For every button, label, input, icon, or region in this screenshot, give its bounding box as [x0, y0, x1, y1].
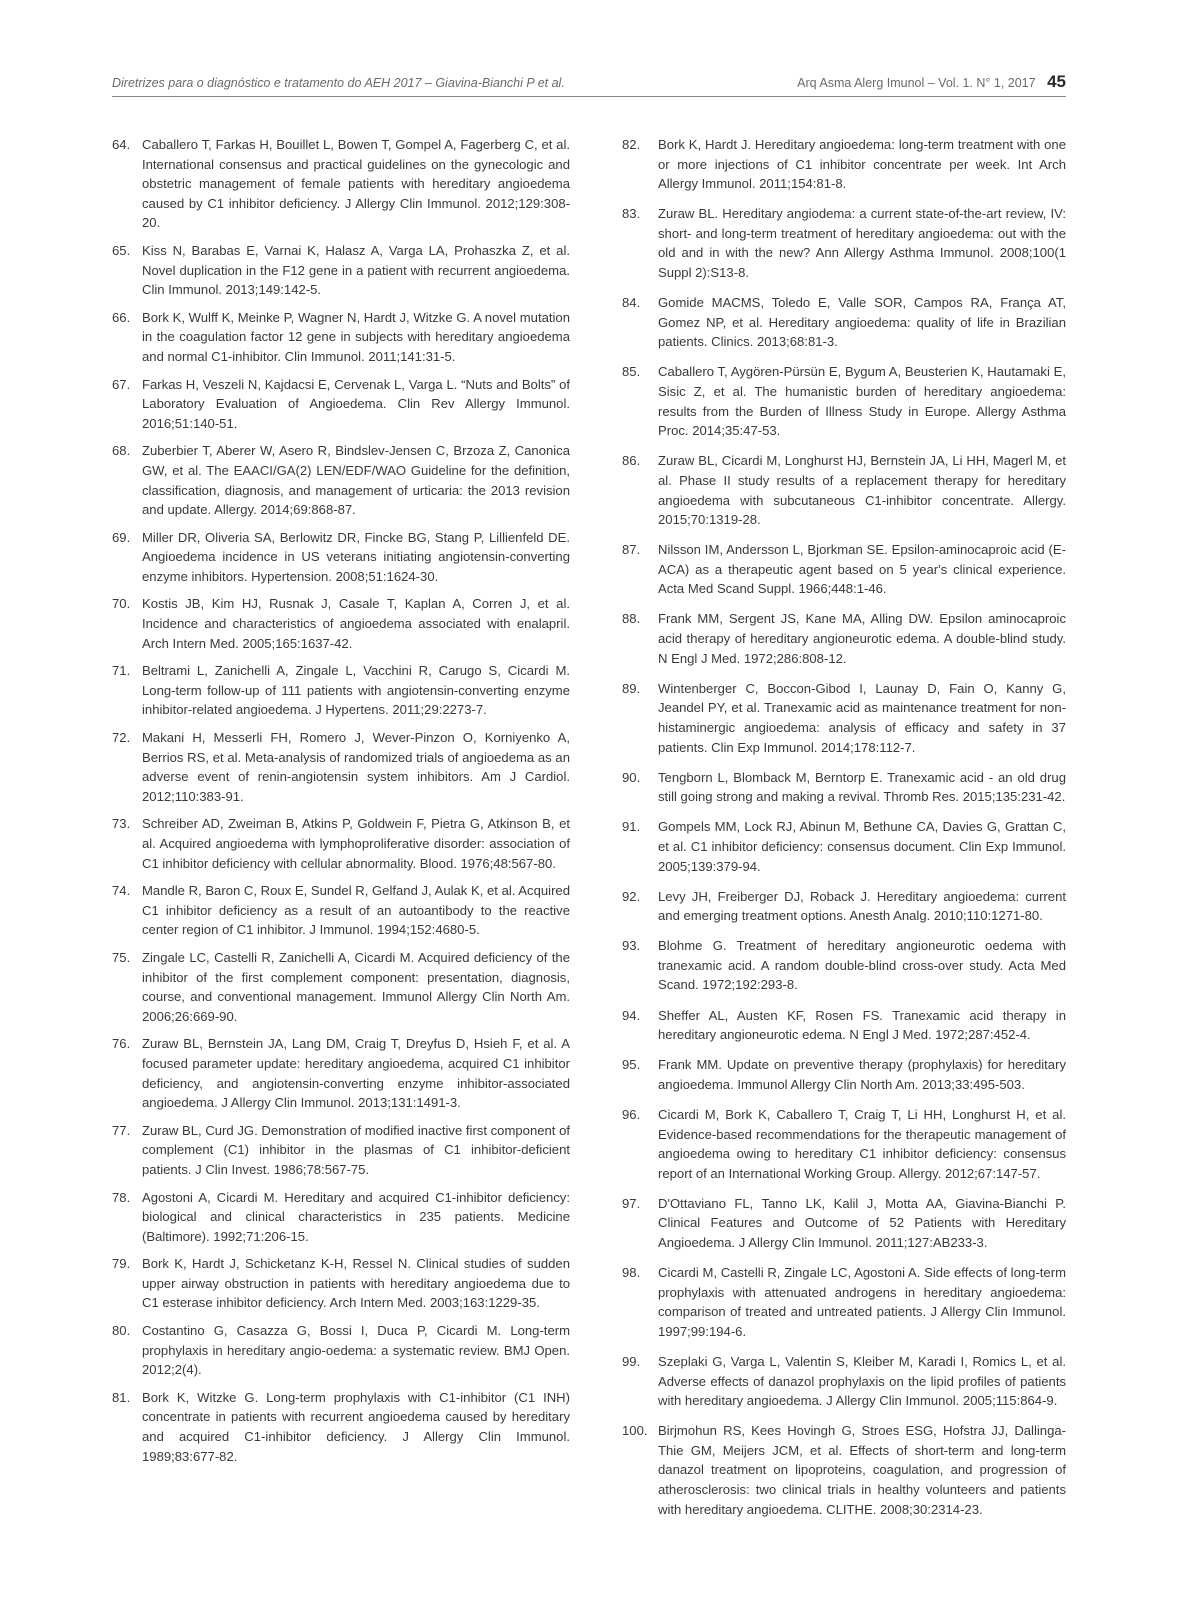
reference-text: Zuberbier T, Aberer W, Asero R, Bindslev-Jensen C, Brzoza Z, Canonica GW, et al. The EAACI/GA(2) LEN/EDF/WAO Guideline for the definition, classification, diagnosis, and management of urticaria: the 2013 revision and update. Allergy. 2014;69:868-87. — [142, 443, 570, 518]
reference-text: Zuraw BL, Curd JG. Demonstration of modified inactive first component of complement (C1) inhibitor in the plasmas of C1 inhibitor-deficient patients. J Clin Invest. 1986;78:567-75. — [142, 1122, 570, 1177]
reference-text: Schreiber AD, Zweiman B, Atkins P, Goldwein F, Pietra G, Atkinson B, et al. Acquired angioedema with lymphoproliferative disorder: association of C1 inhibitor deficiency with cellular abnormality. Blood. 1976;48:567-80. — [142, 816, 570, 871]
reference-text: Zuraw BL, Cicardi M, Longhurst HJ, Bernstein JA, Li HH, Magerl M, et al. Phase II study results of a replacement therapy for hereditary angioedema with subcutaneous C1-inhibitor concentrate. Allergy. 2015;70:1319-28. — [658, 453, 1066, 528]
reference-entry — [622, 1194, 1066, 1253]
reference-number: 99. — [622, 1353, 641, 1369]
reference-entry — [112, 661, 570, 720]
reference-text: Zuraw BL, Bernstein JA, Lang DM, Craig T, Dreyfus D, Hsieh F, et al. A focused parameter update: hereditary angioedema, acquired C1 inhibitor deficiency, and angiotensin-converting enzyme inhibitor-associated angioedema. J Allergy Clin Immunol. 2013;131:1491-3. — [142, 1036, 570, 1111]
reference-number: 77. — [112, 1122, 131, 1138]
reference-text: Nilsson IM, Andersson L, Bjorkman SE. Epsilon-aminocaproic acid (E-ACA) as a therapeutic agent based on 5 year's clinical experience. Acta Med Scand Suppl. 1966;448:1-46. — [658, 542, 1066, 597]
reference-entry — [622, 1263, 1066, 1341]
references-right-column — [622, 135, 1066, 1530]
header-title: Diretrizes para o diagnóstico e tratamento do AEH 2017 – Giavina-Bianchi P et al. — [112, 76, 565, 90]
reference-text: Frank MM, Sergent JS, Kane MA, Alling DW. Epsilon aminocaproic acid therapy of hereditary angioneurotic edema. A double-blind study. N Engl J Med. 1972;286:808-12. — [658, 611, 1066, 666]
reference-number: 67. — [112, 376, 131, 392]
reference-entry — [112, 1254, 570, 1313]
reference-entry — [112, 814, 570, 873]
reference-number: 80. — [112, 1323, 131, 1339]
reference-number: 76. — [112, 1036, 131, 1052]
reference-number: 71. — [112, 663, 131, 679]
reference-number: 93. — [622, 938, 641, 954]
reference-number: 81. — [112, 1389, 131, 1405]
reference-number: 96. — [622, 1106, 641, 1122]
reference-entry — [622, 204, 1066, 282]
reference-number: 100. — [622, 1423, 648, 1439]
reference-entry — [112, 1188, 570, 1247]
reference-text: Kostis JB, Kim HJ, Rusnak J, Casale T, Kaplan A, Corren J, et al. Incidence and characteristics of angioedema associated with enalapril. Arch Intern Med. 2005;165:1637-42. — [142, 596, 570, 651]
reference-entry — [622, 817, 1066, 876]
reference-number: 89. — [622, 680, 641, 696]
reference-text: D'Ottaviano FL, Tanno LK, Kalil J, Motta AA, Giavina-Bianchi P. Clinical Features and Outcome of 52 Patients with Hereditary Angioedema. J Allergy Clin Immunol. 2011;127:AB233-3. — [658, 1195, 1066, 1250]
reference-number: 94. — [622, 1007, 641, 1023]
reference-entry — [622, 887, 1066, 926]
reference-number: 83. — [622, 206, 641, 222]
reference-entry — [622, 1055, 1066, 1094]
reference-number: 97. — [622, 1195, 641, 1211]
reference-number: 66. — [112, 309, 131, 325]
reference-text: Mandle R, Baron C, Roux E, Sundel R, Gelfand J, Aulak K, et al. Acquired C1 inhibitor deficiency as a result of an autoantibody to the reactive center region of C1 inhibitor. J Immunol. 1994;152:4680-5. — [142, 883, 570, 938]
header-journal-info — [797, 72, 1066, 92]
reference-number: 73. — [112, 816, 131, 832]
reference-entry — [622, 768, 1066, 807]
reference-number: 72. — [112, 730, 131, 746]
reference-text: Wintenberger C, Boccon-Gibod I, Launay D, Fain O, Kanny G, Jeandel PY, et al. Tranexamic acid as maintenance treatment for non-histaminergic angioedema: analysis of efficacy and safety in 37 patients. Clin Exp Immunol. 2014;178:112-7. — [658, 680, 1066, 755]
reference-entry — [622, 1352, 1066, 1411]
reference-text: Agostoni A, Cicardi M. Hereditary and acquired C1-inhibitor deficiency: biological and clinical characteristics in 235 patients. Medicine (Baltimore). 1992;71:206-15. — [142, 1189, 570, 1244]
reference-number: 70. — [112, 596, 131, 612]
reference-text: Cicardi M, Bork K, Caballero T, Craig T, Li HH, Longhurst H, et al. Evidence-based recommendations for the therapeutic management of angioedema owing to hereditary C1 inhibitor deficiency: consensus report of an International Working Group. Allergy. 2012;67:147-57. — [658, 1106, 1066, 1181]
reference-number: 74. — [112, 883, 131, 899]
reference-text: Makani H, Messerli FH, Romero J, Wever-Pinzon O, Korniyenko A, Berrios RS, et al. Meta-analysis of randomized trials of angioedema as an adverse event of renin-angiotensin system inhibitors. Am J Cardiol. 2012;110:383-91. — [142, 730, 570, 804]
references-left-column — [112, 135, 570, 1474]
reference-text: Blohme G. Treatment of hereditary angioneurotic oedema with tranexamic acid. A random double-blind cross-over study. Acta Med Scand. 1972;192:293-8. — [658, 938, 1066, 993]
reference-number: 68. — [112, 443, 131, 459]
reference-number: 90. — [622, 769, 641, 785]
running-header — [112, 70, 1066, 97]
reference-entry — [622, 609, 1066, 668]
reference-number: 87. — [622, 542, 641, 558]
reference-entry — [112, 1121, 570, 1180]
reference-text: Levy JH, Freiberger DJ, Roback J. Hereditary angioedema: current and emerging treatment options. Anesth Analg. 2010;110:1271-80. — [658, 888, 1066, 924]
reference-number: 79. — [112, 1256, 131, 1272]
reference-text: Gomide MACMS, Toledo E, Valle SOR, Campos RA, França AT, Gomez NP, et al. Hereditary angioedema: quality of life in Brazilian patients. Clinics. 2013;68:81-3. — [658, 295, 1066, 350]
reference-text: Beltrami L, Zanichelli A, Zingale L, Vacchini R, Carugo S, Cicardi M. Long-term follow-up of 111 patients with angiotensin-converting enzyme inhibitor-related angioedema. J Hypertens. 2011;29:2273-7. — [142, 663, 570, 718]
reference-text: Zuraw BL. Hereditary angiodema: a current state-of-the-art review, IV: short- and long-term treatment of hereditary angioedema: out with the old and in with the new? Ann Allergy Asthma Immunol. 2008;100(1 Suppl 2):S13-8. — [658, 206, 1066, 281]
reference-entry — [622, 1421, 1066, 1519]
reference-text: Miller DR, Oliveria SA, Berlowitz DR, Fincke BG, Stang P, Lillienfeld DE. Angioedema incidence in US veterans initiating angiotensin-converting enzyme inhibitors. Hypertension. 2008;51:1624-30. — [142, 529, 570, 584]
reference-text: Sheffer AL, Austen KF, Rosen FS. Tranexamic acid therapy in hereditary angioneurotic edema. N Engl J Med. 1972;287:452-4. — [658, 1007, 1066, 1043]
reference-number: 91. — [622, 819, 641, 835]
reference-text: Gompels MM, Lock RJ, Abinun M, Bethune CA, Davies G, Grattan C, et al. C1 inhibitor deficiency: consensus document. Clin Exp Immunol. 2005;139:379-94. — [658, 819, 1066, 874]
reference-entry — [112, 1034, 570, 1112]
reference-text: Costantino G, Casazza G, Bossi I, Duca P, Cicardi M. Long-term prophylaxis in hereditary angio-oedema: a systematic review. BMJ Open. 2012;2(4). — [142, 1323, 570, 1378]
reference-text: Farkas H, Veszeli N, Kajdacsi E, Cervenak L, Varga L. “Nuts and Bolts” of Laboratory Evaluation of Angioedema. Clin Rev Allergy Immunol. 2016;51:140-51. — [142, 376, 570, 431]
reference-number: 82. — [622, 137, 641, 152]
reference-entry — [622, 1105, 1066, 1183]
reference-number: 69. — [112, 529, 131, 545]
reference-entry — [112, 1321, 570, 1380]
reference-entry — [112, 948, 570, 1026]
reference-entry — [622, 362, 1066, 440]
journal-citation: Arq Asma Alerg Imunol – Vol. 1. N° 1, 2017 — [797, 76, 1036, 90]
reference-entry — [622, 936, 1066, 995]
reference-entry — [622, 451, 1066, 529]
reference-number: 95. — [622, 1057, 641, 1073]
reference-text: Cicardi M, Castelli R, Zingale LC, Agostoni A. Side effects of long-term prophylaxis with attenuated androgens in hereditary angioedema: comparison of treated and untreated patients. J Allergy Clin Immunol. 1997;99:194-6. — [658, 1265, 1066, 1339]
reference-number: 88. — [622, 611, 641, 627]
reference-text: Bork K, Wulff K, Meinke P, Wagner N, Hardt J, Witzke G. A novel mutation in the coagulation factor 12 gene in subjects with hereditary angioedema and normal C1-inhibitor. Clin Immunol. 2011;141:31-5. — [142, 309, 570, 364]
reference-entry — [622, 293, 1066, 352]
reference-number: 64. — [112, 137, 131, 152]
page-number: 45 — [1047, 72, 1066, 91]
reference-text: Birjmohun RS, Kees Hovingh G, Stroes ESG, Hofstra JJ, Dallinga-Thie GM, Meijers JCM, et al. Effects of short-term and long-term danazol treatment on lipoproteins, coagulation, and progression of atherosclerosis: two clinical trials in healthy volunteers and patients with hereditary angioedema. CLITHE. 2008;30:2314-23. — [658, 1423, 1066, 1517]
reference-entry — [112, 241, 570, 300]
reference-entry — [112, 135, 570, 233]
reference-number: 92. — [622, 888, 641, 904]
reference-entry — [112, 441, 570, 519]
reference-entry — [112, 375, 570, 434]
reference-text: Caballero T, Farkas H, Bouillet L, Bowen T, Gompel A, Fagerberg C, et al. International consensus and practical guidelines on the gynecologic and obstetric management of female patients with hereditary angioedema caused by C1 inhibitor deficiency. J Allergy Clin Immunol. 2012;129:308-20. — [142, 137, 570, 231]
reference-entry — [622, 135, 1066, 194]
reference-entry — [112, 1388, 570, 1466]
reference-entry — [112, 728, 570, 806]
reference-text: Tengborn L, Blomback M, Berntorp E. Tranexamic acid - an old drug still going strong and making a revival. Thromb Res. 2015;135:231-42. — [658, 769, 1066, 805]
reference-entry — [112, 881, 570, 940]
reference-text: Zingale LC, Castelli R, Zanichelli A, Cicardi M. Acquired deficiency of the inhibitor of the first complement component: presentation, diagnosis, course, and conventional management. Immunol Allergy Clin North Am. 2006;26:669-90. — [142, 949, 570, 1024]
reference-number: 84. — [622, 295, 641, 311]
reference-text: Frank MM. Update on preventive therapy (prophylaxis) for hereditary angioedema. Immunol Allergy Clin North Am. 2013;33:495-503. — [658, 1057, 1066, 1092]
reference-text: Bork K, Hardt J. Hereditary angioedema: long-term treatment with one or more injections of C1 inhibitor concentrate per week. Int Arch Allergy Immunol. 2011;154:81-8. — [658, 137, 1066, 192]
reference-number: 78. — [112, 1189, 131, 1205]
reference-entry — [112, 308, 570, 367]
reference-text: Caballero T, Aygören-Pürsün E, Bygum A, Beusterien K, Hautamaki E, Sisic Z, et al. The humanistic burden of hereditary angioedema: results from the Burden of Illness Study in Europe. Allergy Asthma Proc. 2014;35:47-53. — [658, 364, 1066, 439]
reference-entry — [622, 679, 1066, 757]
reference-entry — [622, 1006, 1066, 1045]
reference-entry — [622, 540, 1066, 599]
reference-entry — [112, 594, 570, 653]
reference-number: 75. — [112, 949, 131, 965]
reference-number: 98. — [622, 1265, 641, 1281]
reference-number: 65. — [112, 242, 131, 258]
reference-text: Bork K, Witzke G. Long-term prophylaxis with C1-inhibitor (C1 INH) concentrate in patients with recurrent angioedema caused by hereditary and acquired C1-inhibitor deficiency. J Allergy Clin Immunol. 1989;83:677-82. — [142, 1389, 570, 1464]
reference-text: Szeplaki G, Varga L, Valentin S, Kleiber M, Karadi I, Romics L, et al. Adverse effects of danazol prophylaxis on the lipid profiles of patients with hereditary angioedema. J Allergy Clin Immunol. 2005;115:864-9. — [658, 1353, 1066, 1409]
reference-number: 86. — [622, 453, 641, 469]
reference-text: Bork K, Hardt J, Schicketanz K-H, Ressel N. Clinical studies of sudden upper airway obstruction in patients with hereditary angioedema due to C1 esterase inhibitor deficiency. Arch Intern Med. 2003;163:1229-35. — [142, 1256, 570, 1311]
reference-text: Kiss N, Barabas E, Varnai K, Halasz A, Varga LA, Prohaszka Z, et al. Novel duplication in the F12 gene in a patient with recurrent angioedema. Clin Immunol. 2013;149:142-5. — [142, 242, 570, 298]
reference-entry — [112, 528, 570, 587]
reference-number: 85. — [622, 364, 641, 380]
